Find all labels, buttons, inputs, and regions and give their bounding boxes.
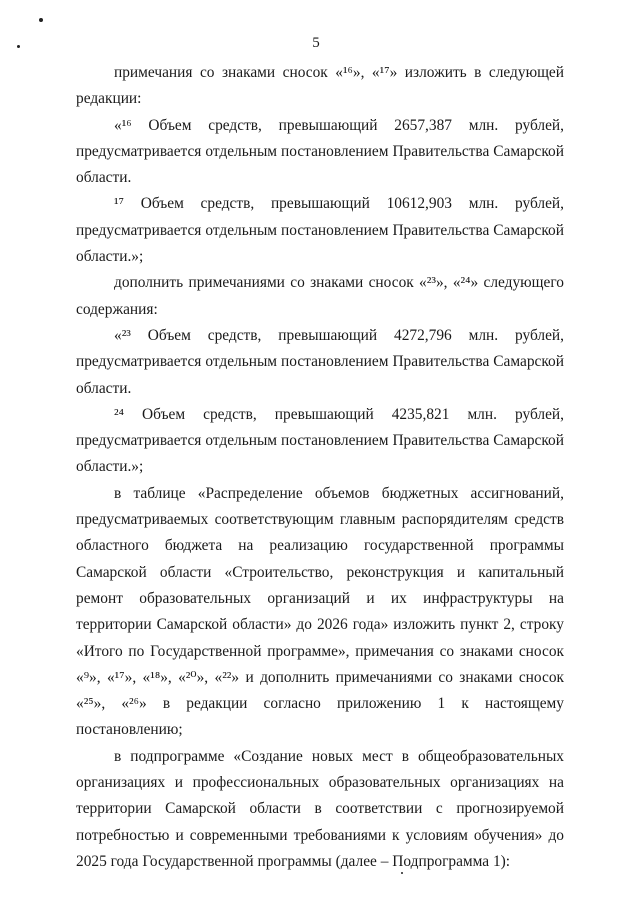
paragraph-footnote-intro: примечания со знаками сносок «¹⁶», «¹⁷» изложить в следующей редакции:: [76, 64, 564, 108]
paragraph-footnote-23: «²³ Объем средств, превышающий 4272,796 млн. рублей, предусматривается отдельным постановлением Правительства Самарской области.: [76, 326, 564, 397]
scan-speck-dot: [39, 18, 43, 22]
paragraph-footnote-17: ¹⁷ Объем средств, превышающий 10612,903 млн. рублей, предусматривается отдельным постановлением Правительства Самарской области.»;: [76, 195, 564, 266]
paragraph-footnote-24: ²⁴ Объем средств, превышающий 4235,821 млн. рублей, предусматривается отдельным постановлением Правительства Самарской области.»;: [76, 405, 564, 476]
paragraph-subprogram-1: в подпрограмме «Создание новых мест в общеобразовательных организациях и профессиональных образовательных организациях на территории Самарской области в соответствии с прогнозируемой потребностью и современными требованиями к условиям обучения» до 2025 года Государственной программы (далее – Подпрограмма 1):: [76, 747, 564, 870]
paragraph-footnote-16: «¹⁶ Объем средств, превышающий 2657,387 млн. рублей, предусматривается отдельным постановлением Правительства Самарской области.: [76, 116, 564, 187]
document-body: [76, 60, 564, 875]
page-number: 5: [312, 35, 320, 51]
paragraph-table-distribution: в таблице «Распределение объемов бюджетных ассигнований, предусматриваемых соответствующим главным распорядителям средств областного бюджета на реализацию государственной программы Самарской области «Строительство, реконструкция и капитальный ремонт образовательных организаций и их инфраструктуры на территории Самарской области» до 2026 года» изложить пункт 2, строку «Итого по Государственной программе», примечания со знаками сносок «⁹», «¹⁷», «¹⁸», «²⁰», «²²» и дополнить примечаниями со знаками сносок «²⁵», «²⁶» в редакции согласно приложению 1 к настоящему постановлению;: [76, 484, 564, 739]
paragraph-add-footnotes: дополнить примечаниями со знаками сносок «²³», «²⁴» следующего содержания:: [76, 274, 564, 318]
